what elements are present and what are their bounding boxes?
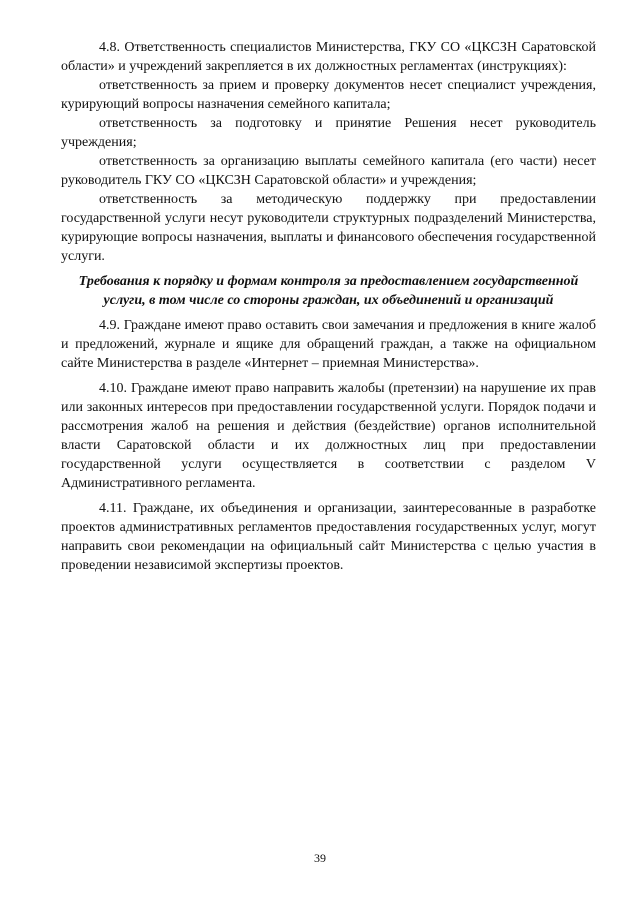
responsibility-item-methodical-support: ответственность за методическую поддержку при предоставлении государственной услуги несут руководители структурных подразделений Министерства, курирующие вопросы назначения, выплаты и финансового обеспечения государственной услуги. — [61, 192, 596, 264]
section-heading: Требования к порядку и формам контроля за предоставлением государственной услуги, в том числе со стороны граждан, их объединений и организаций — [78, 274, 579, 308]
responsibility-item-payment: ответственность за организацию выплаты семейного капитала (его части) несет руководитель ГКУ СО «ЦКСЗН Саратовской области» и учреждения; — [61, 154, 596, 188]
page-number: 39 — [314, 851, 326, 865]
page-content — [61, 38, 596, 575]
paragraph-4-9: 4.9. Граждане имеют право оставить свои замечания и предложения в книге жалоб и предложений, журнале и ящике для обращений граждан, а также на официальном сайте Министерства в разделе «Интернет – приемная Министерства». — [61, 318, 596, 371]
responsibility-item-documents: ответственность за прием и проверку документов несет специалист учреждения, курирующий вопросы назначения семейного капитала; — [61, 78, 596, 112]
paragraph-4-8: 4.8. Ответственность специалистов Министерства, ГКУ СО «ЦКСЗН Саратовской области» и учреждений закрепляется в их должностных регламентах (инструкциях): — [61, 40, 596, 74]
paragraph-4-11: 4.11. Граждане, их объединения и организации, заинтересованные в разработке проектов административных регламентов предоставления государственных услуг, могут направить свои рекомендации на официальный сайт Министерства с целью участия в проведении независимой экспертизы проектов. — [61, 501, 596, 573]
paragraph-4-10: 4.10. Граждане имеют право направить жалобы (претензии) на нарушение их прав или законных интересов при предоставлении государственной услуги. Порядок подачи и рассмотрения жалоб на решения и действия (бездействие) органов исполнительной власти Саратовской области и их должностных лиц при предоставлении государственной услуги осуществляется в соответствии с разделом V Административного регламента. — [61, 381, 596, 491]
responsibility-item-decision: ответственность за подготовку и принятие Решения несет руководитель учреждения; — [61, 116, 596, 150]
